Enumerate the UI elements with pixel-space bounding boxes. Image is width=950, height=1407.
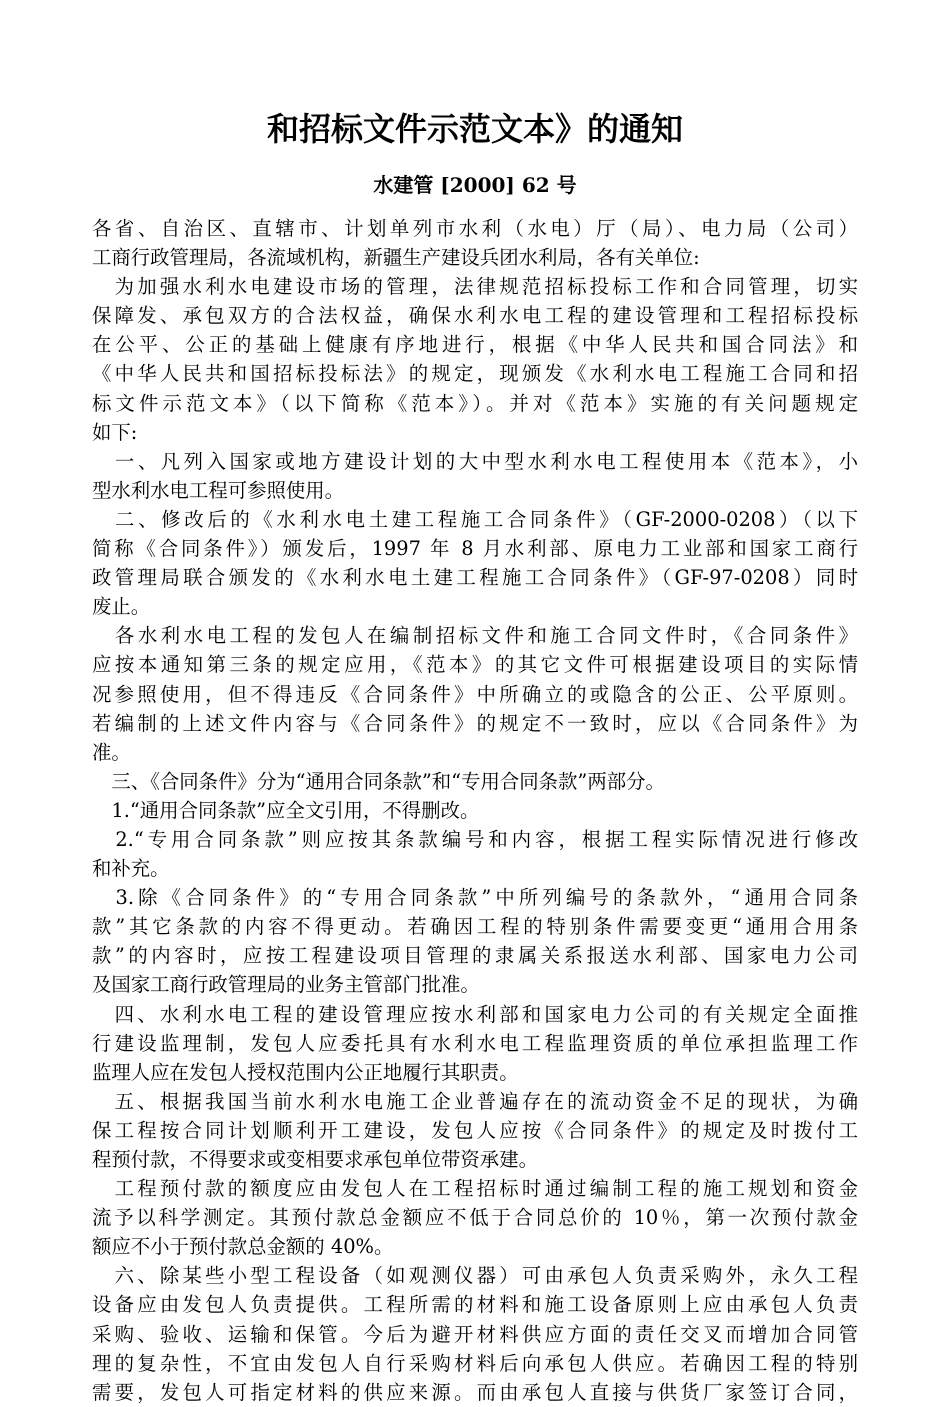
text-line: 废止。 xyxy=(92,595,151,619)
text-line: 监理人应在发包人授权范围内公正地履行其职责。 xyxy=(92,1060,519,1084)
text-line: 及国家工商行政管理局的业务主管部门批准。 xyxy=(92,973,480,997)
text-line: 为加强水利水电建设市场的管理，法律规范招标投标工作和合同管理，切实 xyxy=(92,275,858,299)
text-line: 设备应由发包人负责提供。工程所需的材料和施工设备原则上应由承包人负责 xyxy=(92,1293,858,1317)
text-line: 标文件示范文本》（以下简称《范本》）。并对《范本》实施的有关问题规定 xyxy=(92,391,858,415)
text-line: 程预付款，不得要求或变相要求承包单位带资承建。 xyxy=(92,1148,538,1171)
text-line: 各省、自治区、直辖市、计划单列市水利（水电）厅（局）、电力局（公司） xyxy=(92,217,858,240)
text-line: 简称《合同条件》）颁发后，1997 年 8 月水利部、原电力工业部和国家工商行 xyxy=(92,537,858,561)
text-line: 2.“专用合同条款”则应按其条款编号和内容，根据工程实际情况进行修改 xyxy=(92,827,858,851)
text-line: 在公平、公正的基础上健康有序地进行，根据《中华人民共和国合同法》和 xyxy=(92,333,858,357)
text-line: 况参照使用，但不得违反《合同条件》中所确立的或隐含的公正、公平原则。 xyxy=(92,682,858,706)
text-line: 如下: xyxy=(92,420,138,444)
text-line: 一、凡列入国家或地方建设计划的大中型水利水电工程使用本《范本》，小 xyxy=(92,449,858,473)
text-line: 采购、验收、运输和保管。今后为避开材料供应方面的责任交叉而增加合同管 xyxy=(92,1322,858,1346)
text-line: 款”的内容时，应按工程建设项目管理的隶属关系报送水利部、国家电力公司 xyxy=(92,944,858,968)
text-line: 款”其它条款的内容不得更动。若确因工程的特别条件需要变更“通用合用条 xyxy=(92,915,858,939)
text-line: 流予以科学测定。其预付款总金额应不低于合同总价的 10％，第一次预付款金 xyxy=(92,1206,858,1230)
text-line: 工程预付款的额度应由发包人在工程招标时通过编制工程的施工规划和资金 xyxy=(92,1177,858,1201)
text-line: 和补充。 xyxy=(92,857,170,881)
text-line: 理的复杂性，不宜由发包人自行采购材料后向承包人供应。若确因工程的特别 xyxy=(92,1351,858,1375)
text-line: 五、根据我国当前水利水电施工企业普遍存在的流动资金不足的现状，为确 xyxy=(92,1089,858,1113)
text-line: 额应不小于预付款总金额的 40%。 xyxy=(92,1235,394,1259)
text-line: 四、水利水电工程的建设管理应按水利部和国家电力公司的有关规定全面推 xyxy=(92,1002,858,1026)
text-line: 应按本通知第三条的规定应用，《范本》的其它文件可根据建设项目的实际情 xyxy=(92,653,858,677)
text-line: 型水利水电工程可参照使用。 xyxy=(92,478,345,502)
text-line: 保工程按合同计划顺利开工建设，发包人应按《合同条件》的规定及时拨付工 xyxy=(92,1118,858,1142)
text-line: 六、除某些小型工程设备（如观测仪器）可由承包人负责采购外，永久工程 xyxy=(92,1264,858,1288)
text-line: 二、修改后的《水利水电土建工程施工合同条件》（GF-2000-0208）（以下 xyxy=(92,507,858,531)
document-number: 水建管 [2000] 62 号 xyxy=(373,173,577,197)
text-line: 工商行政管理局，各流域机构，新疆生产建设兵团水利局，各有关单位: xyxy=(92,246,700,270)
text-line: 各水利水电工程的发包人在编制招标文件和施工合同文件时，《合同条件》 xyxy=(92,624,858,648)
document-title: 和招标文件示范文本》的通知 xyxy=(266,110,683,148)
text-line: 政管理局联合颁发的《水利水电土建工程施工合同条件》（GF-97-0208）同时 xyxy=(92,566,858,590)
text-line: 1.“通用合同条款”应全文引用，不得删改。 xyxy=(92,798,480,822)
text-line: 保障发、承包双方的合法权益，确保水利水电工程的建设管理和工程招标投标 xyxy=(92,304,858,328)
text-line: 若编制的上述文件内容与《合同条件》的规定不一致时，应以《合同条件》为 xyxy=(92,711,858,735)
document-body xyxy=(92,214,858,1407)
text-line: 需要，发包人可指定材料的供应来源。而由承包人直接与供货厂家签订合同， xyxy=(92,1380,858,1404)
text-line: 准。 xyxy=(92,740,131,764)
text-line: 3.除《合同条件》的“专用合同条款”中所列编号的条款外，“通用合同条 xyxy=(92,886,858,910)
text-line: 三、《合同条件》分为“通用合同条款”和“专用合同条款”两部分。 xyxy=(92,769,665,793)
text-line: 行建设监理制，发包人应委托具有水利水电工程监理资质的单位承担监理工作 xyxy=(92,1031,858,1055)
text-line: 《中华人民共和国招标投标法》的规定，现颁发《水利水电工程施工合同和招 xyxy=(92,362,858,386)
